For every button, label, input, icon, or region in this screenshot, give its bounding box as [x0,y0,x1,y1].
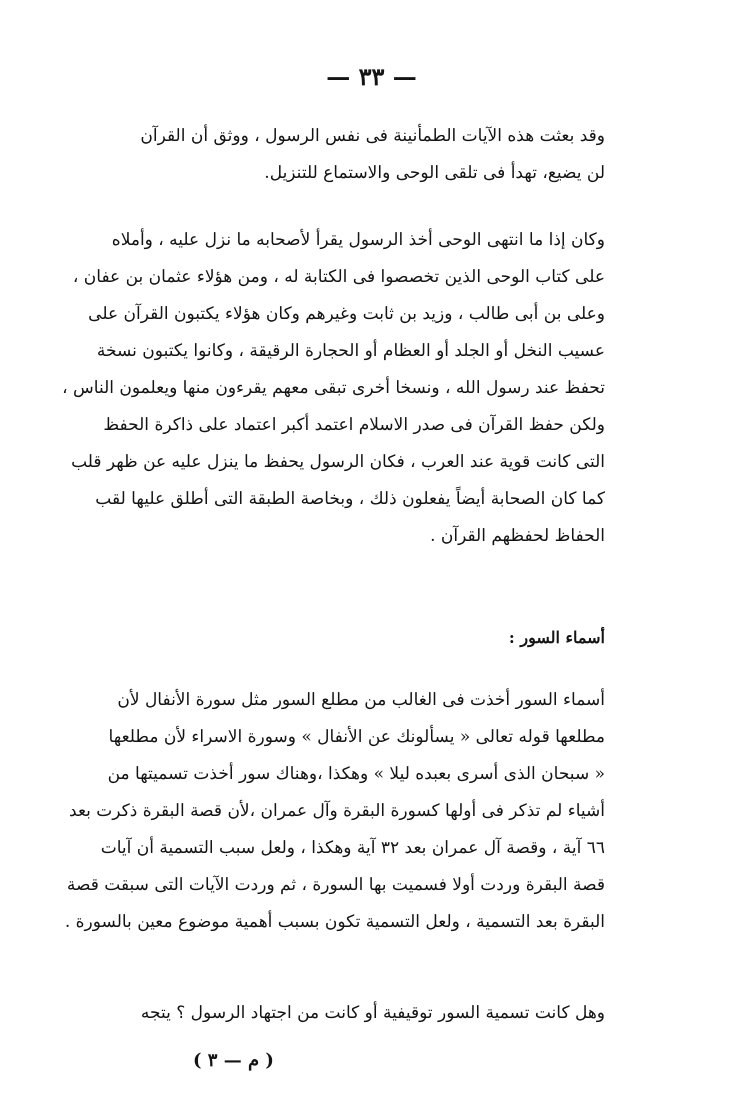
text-line: قصة البقرة وردت أولا فسميت بها السورة ، ثم وردت الآيات التى سبقت قصة [66,875,605,895]
text-line: البقرة بعد التسمية ، ولعل التسمية تكون بسبب أهمية موضوع معين بالسورة . [64,912,605,932]
paragraph-scribes [62,222,605,555]
text-line: مطلعها قوله تعالى « يسألونك عن الأنفال » وسورة الاسراء لأن مطلعها [108,727,605,747]
text-line: أسماء السور أخذت فى الغالب من مطلع السور مثل سورة الأنفال لأن [117,690,605,710]
text-line: عسيب النخل أو الجلد أو العظام أو الحجارة الرقيقة ، وكانوا يكتبون نسخة [96,341,605,361]
paragraph-naming-question [140,995,605,1032]
text-line: أشياء لم تذكر فى أولها كسورة البقرة وآل عمران ،لأن قصة البقرة ذكرت بعد [69,801,605,821]
text-line: لن يضيع، تهدأ فى تلقى الوحى والاستماع للتنزيل. [264,163,605,183]
text-line: تحفظ عند رسول الله ، ونسخا أخرى تبقى معهم يقرءون منها ويعلمون الناس ، [62,378,605,398]
signature-mark: ( م — ٣ ) [193,1050,274,1071]
page-number: — ٣٣ — [326,62,417,91]
text-line: وهل كانت تسمية السور توقيفية أو كانت من اجتهاد الرسول ؟ يتجه [140,1003,605,1023]
text-line: وكان إذا ما انتهى الوحى أخذ الرسول يقرأ لأصحابه ما نزل عليه ، وأملاه [111,230,605,250]
text-line: التى كانت قوية عند العرب ، فكان الرسول يحفظ ما ينزل عليه عن ظهر قلب [71,452,605,472]
text-line: وعلى بن أبى طالب ، وزيد بن ثابت وغيرهم وكان هؤلاء يكتبون القرآن على [88,304,605,324]
text-line: الحفاظ لحفظهم القرآن . [430,526,605,546]
text-line: « سبحان الذى أسرى بعبده ليلا » وهكذا ،وهناك سور أخذت تسميتها من [107,764,605,784]
text-line: كما كان الصحابة أيضاً يفعلون ذلك ، وبخاصة الطبقة التى أطلق عليها لقب [95,489,605,509]
text-line: وقد بعثت هذه الآيات الطمأنينة فى نفس الرسول ، ووثق أن القرآن [140,126,605,146]
paragraph-revelation-reassurance [140,118,605,192]
paragraph-surah-names [64,682,605,941]
section-heading: أسماء السور : [508,628,605,647]
text-line: ولكن حفظ القرآن فى صدر الاسلام اعتمد أكبر اعتماد على ذاكرة الحفظ [103,415,605,435]
text-line: على كتاب الوحى الذين تخصصوا فى الكتابة له ، ومن هؤلاء عثمان بن عفان ، [72,267,605,287]
text-line: ٦٦ آية ، وقصة آل عمران بعد ٣٢ آية وهكذا ، ولعل سبب التسمية أن آيات [100,838,605,858]
